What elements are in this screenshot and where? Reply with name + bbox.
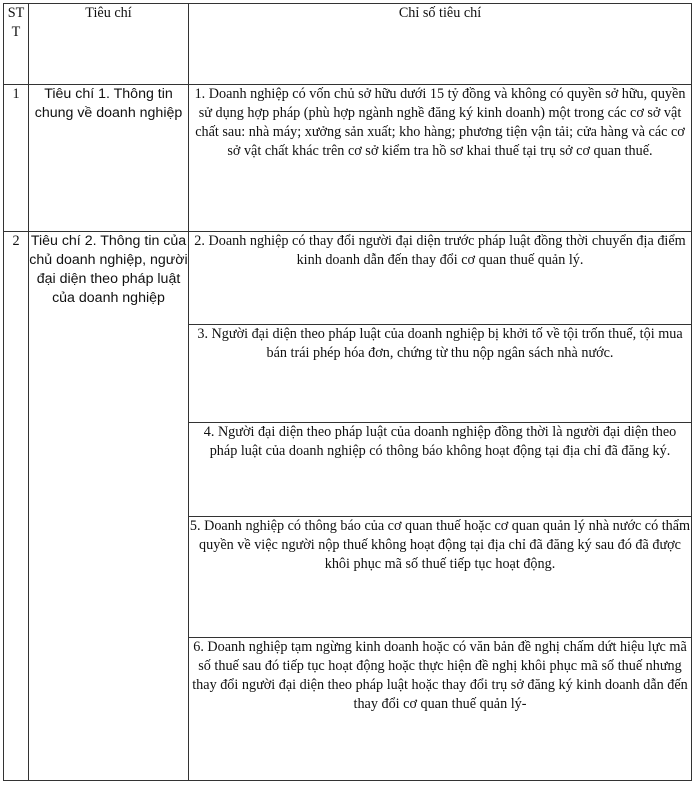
indicator-cell: 2. Doanh nghiệp có thay đổi người đại diện trước pháp luật đồng thời chuyển địa điểm kinh doanh dẫn đến thay đổi cơ quan thuế quản lý. bbox=[189, 232, 692, 325]
criteria-table bbox=[3, 3, 692, 781]
indicator-cell: 6. Doanh nghiệp tạm ngừng kinh doanh hoặc có văn bản đề nghị chấm dứt hiệu lực mã số thuế sau đó tiếp tục hoạt động hoặc thực hiện đề nghị khôi phục mã số thuế nhưng thay đổi người đại diện theo pháp luật hoặc thay đổi trụ sở đăng ký kinh doanh dẫn đến thay đổi cơ quan thuế quản lý- bbox=[189, 638, 692, 781]
table-header-row bbox=[4, 4, 692, 85]
table-row bbox=[4, 232, 692, 325]
indicator-cell: 4. Người đại diện theo pháp luật của doanh nghiệp đồng thời là người đại diện theo pháp luật của doanh nghiệp có thông báo không hoạt động tại địa chỉ đã đăng ký. bbox=[189, 423, 692, 517]
header-indicator: Chỉ số tiêu chí bbox=[189, 4, 692, 85]
row-number: 1 bbox=[4, 85, 29, 232]
indicator-cell: 1. Doanh nghiệp có vốn chủ sở hữu dưới 15 tỷ đồng và không có quyền sở hữu, quyền sử dụng hợp pháp (phù hợp ngành nghề đăng ký kinh doanh) một trong các cơ sở vật chất sau: nhà máy; xưởng sản xuất; kho hàng; phương tiện vận tải; cửa hàng và các cơ sở vật chất khác trên cơ sở kiểm tra hồ sơ khai thuế tại trụ sở cơ quan thuế. bbox=[189, 85, 692, 232]
indicator-cell: 5. Doanh nghiệp có thông báo của cơ quan thuế hoặc cơ quan quản lý nhà nước có thẩm quyền về việc người nộp thuế không hoạt động tại địa chỉ đã đăng ký sau đó đã được khôi phục mã số thuế tiếp tục hoạt động. bbox=[189, 517, 692, 638]
header-criteria: Tiêu chí bbox=[29, 4, 189, 85]
row-number: 2 bbox=[4, 232, 29, 781]
header-stt: ST T bbox=[4, 4, 29, 85]
indicator-cell: 3. Người đại diện theo pháp luật của doanh nghiệp bị khởi tố về tội trốn thuế, tội mua bán trái phép hóa đơn, chứng từ thu nộp ngân sách nhà nước. bbox=[189, 325, 692, 423]
criteria-cell: Tiêu chí 2. Thông tin của chủ doanh nghiệp, người đại diện theo pháp luật của doanh nghiệp bbox=[29, 232, 189, 781]
criteria-cell: Tiêu chí 1. Thông tin chung về doanh nghiệp bbox=[29, 85, 189, 232]
table-row bbox=[4, 85, 692, 232]
